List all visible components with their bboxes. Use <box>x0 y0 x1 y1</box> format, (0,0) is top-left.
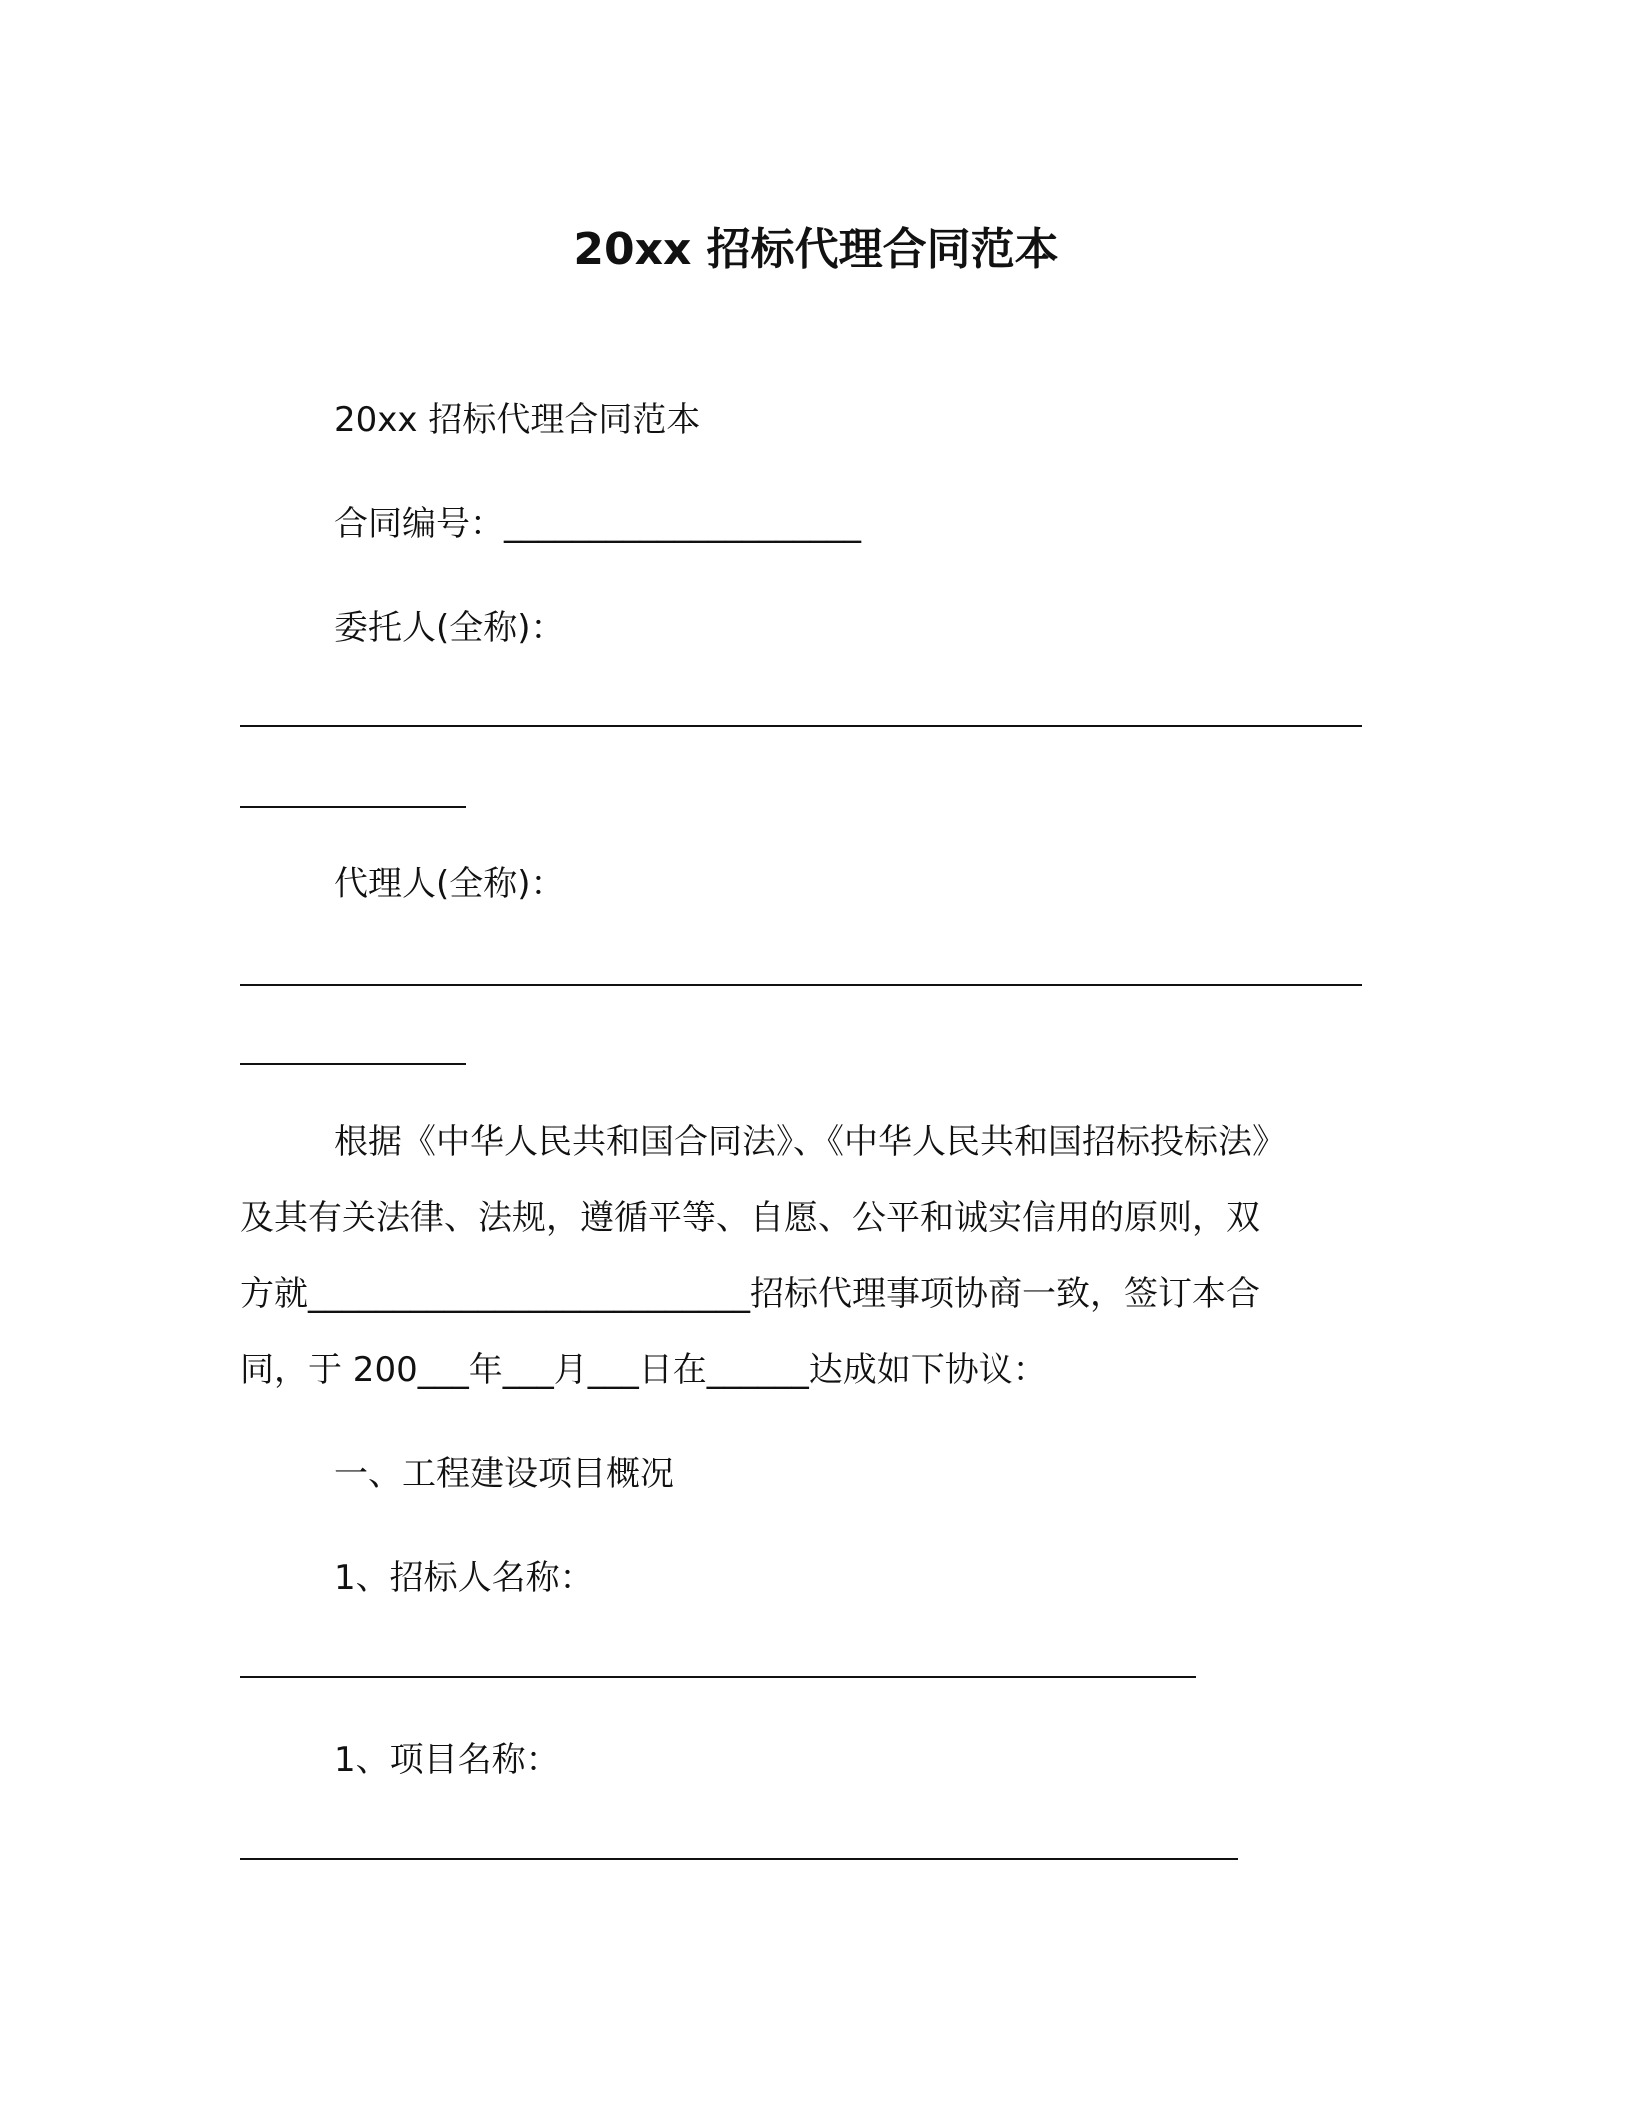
paragraph-1-line-3: 方就__________________________招标代理事项协商一致，签订本合 <box>240 1274 1260 1314</box>
tenderer-name-blank-line <box>240 1676 1196 1678</box>
principal-label: 委托人(全称)： <box>334 608 565 648</box>
document-subtitle: 20xx 招标代理合同范本 <box>334 400 701 440</box>
agent-blank-line-1 <box>240 984 1362 986</box>
agent-label: 代理人(全称)： <box>334 864 565 904</box>
contract-number-line: 合同编号：_____________________ <box>334 504 861 544</box>
tenderer-name-label: 1、招标人名称： <box>334 1558 594 1598</box>
paragraph-1-line-4: 同，于 200___年___月___日在______达成如下协议： <box>240 1350 1047 1390</box>
paragraph-1-line-1: 根据《中华人民共和国合同法》、《中华人民共和国招标投标法》 <box>334 1122 1286 1162</box>
paragraph-1-line-2: 及其有关法律、法规，遵循平等、自愿、公平和诚实信用的原则，双 <box>240 1198 1260 1238</box>
project-name-label: 1、项目名称： <box>334 1740 560 1780</box>
agent-blank-line-2 <box>240 1063 466 1065</box>
project-name-blank-line <box>240 1858 1238 1860</box>
document-title: 20xx 招标代理合同范本 <box>573 224 1059 275</box>
principal-blank-line-2 <box>240 806 466 808</box>
principal-blank-line-1 <box>240 725 1362 727</box>
section-1-heading: 一、工程建设项目概况 <box>334 1454 674 1494</box>
